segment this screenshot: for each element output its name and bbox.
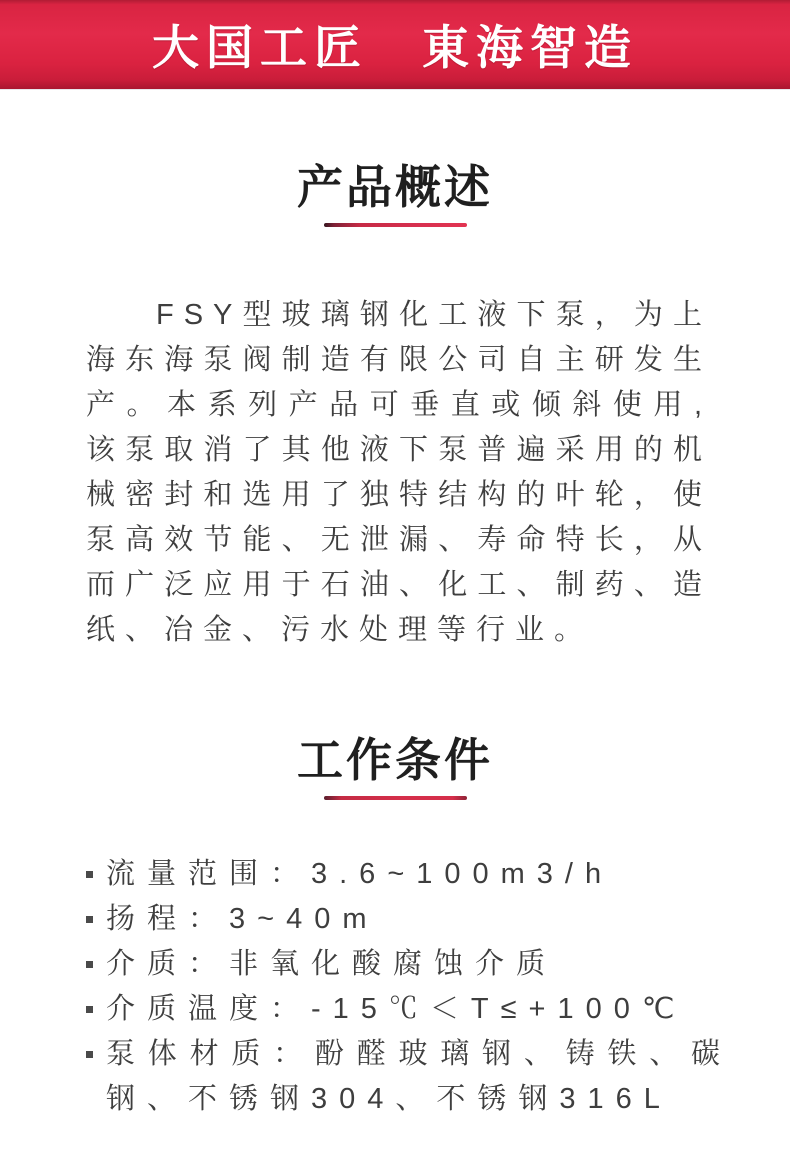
list-item (86, 852, 732, 897)
overview-title: 产品概述 (297, 161, 493, 213)
list-item (86, 897, 732, 942)
bullet-dot-icon (86, 871, 93, 878)
bullet-dot-icon (86, 961, 93, 968)
conditions-heading (0, 735, 790, 800)
section-product-overview (0, 162, 790, 653)
list-item-text: 扬程：3~40m (106, 903, 379, 935)
list-item (86, 1032, 732, 1122)
section-working-conditions (0, 735, 790, 1122)
conditions-title-underline (324, 796, 467, 800)
bullet-dot-icon (86, 1051, 93, 1058)
overview-paragraph: FSY型玻璃钢化工液下泵，为上海东海泵阀制造有限公司自主研发生产。本系列产品可垂直或倾斜使用,该泵取消了其他液下泵普遍采用的机械密封和选用了独特结构的叶轮，使泵高效节能、无泄漏、寿命特长，从而广泛应用于石油、化工、制药、造纸、冶金、污水处理等行业。 (86, 299, 712, 646)
list-item-text: 流量范围：3.6~100m3/h (106, 858, 614, 890)
list-item-text: 介质：非氧化酸腐蚀介质 (106, 948, 558, 980)
bullet-dot-icon (86, 1006, 93, 1013)
conditions-title: 工作条件 (297, 734, 493, 786)
list-item-text: 泵体材质：酚醛玻璃钢、铸铁、碳钢、不锈钢304、不锈钢316L (106, 1038, 732, 1115)
conditions-list (86, 852, 732, 1122)
overview-title-underline (324, 223, 467, 227)
brand-banner (0, 0, 790, 90)
overview-heading (0, 162, 790, 227)
list-item (86, 987, 732, 1032)
list-item-text: 介质温度：-15℃＜T≤+100℃ (106, 993, 687, 1025)
list-item (86, 942, 732, 987)
brand-banner-title: 大国工匠 東海智造 (152, 21, 638, 74)
bullet-dot-icon (86, 916, 93, 923)
